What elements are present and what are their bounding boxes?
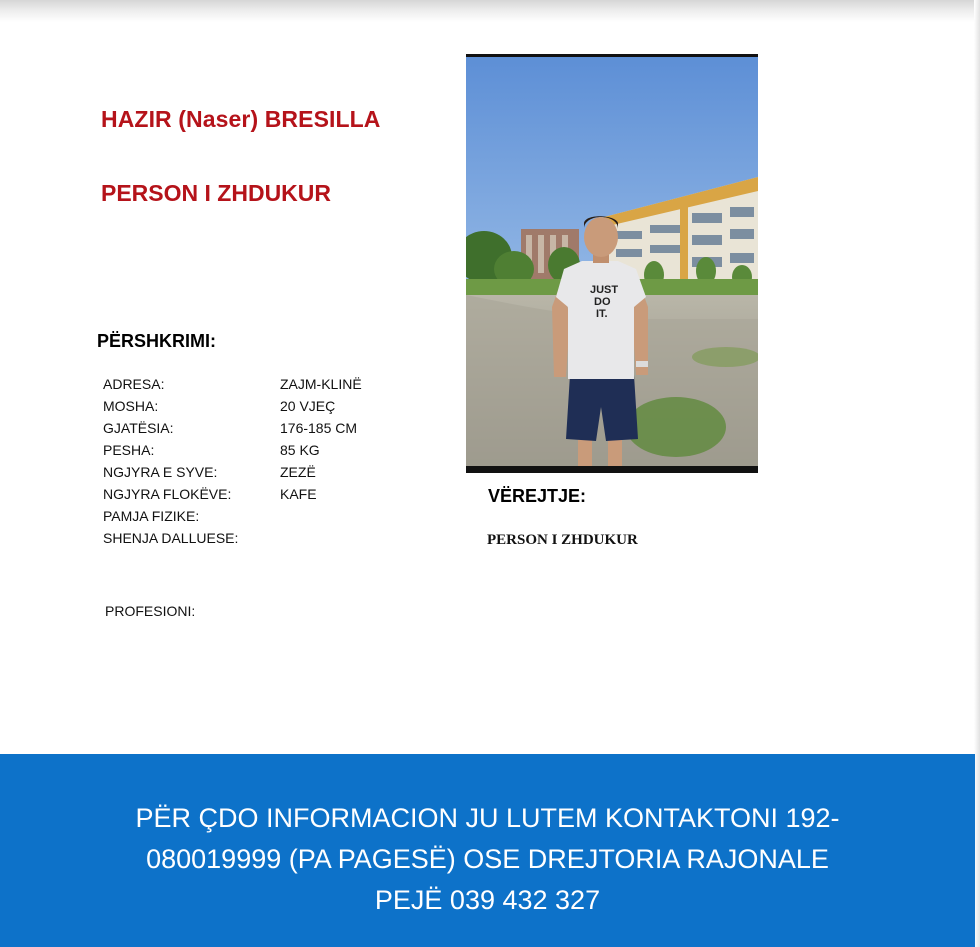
- description-label: PESHA:: [103, 442, 155, 458]
- weeds: [626, 397, 726, 457]
- description-row-hair-color: [103, 483, 362, 505]
- notes-heading: VËREJTJE:: [488, 486, 587, 506]
- description-value: ZAJM-KLINË: [280, 376, 362, 392]
- profession-label: PROFESIONI:: [105, 603, 196, 619]
- description-row-eye-color: [103, 461, 362, 483]
- description-label: MOSHA:: [103, 398, 159, 414]
- description-heading: PËRSHKRIMI:: [97, 331, 217, 351]
- shirt-print-line-3: IT.: [596, 308, 608, 320]
- contact-line-1: PËR ÇDO INFORMACION JU LUTEM KONTAKTONI 192-: [135, 803, 840, 833]
- shirt-print-line-2: DO: [594, 296, 611, 308]
- description-label: NGJYRA E SYVE:: [103, 464, 218, 480]
- description-row-appearance: [103, 505, 362, 527]
- description-value: 85 KG: [280, 442, 320, 458]
- missing-person-photo: [466, 54, 758, 473]
- description-row-distinguishing-marks: [103, 527, 362, 549]
- description-table: [103, 373, 362, 549]
- description-value: KAFE: [280, 486, 317, 502]
- description-label: GJATËSIA:: [103, 420, 174, 436]
- photo-illustration: [466, 57, 758, 466]
- description-label: SHENJA DALLUESE:: [103, 530, 239, 546]
- description-label: NGJYRA FLOKËVE:: [103, 486, 232, 502]
- description-value: 176-185 CM: [280, 420, 358, 436]
- description-row-address: [103, 373, 362, 395]
- description-value: 20 VJEÇ: [280, 398, 336, 414]
- notes-text: PERSON I ZHDUKUR: [487, 532, 638, 548]
- contact-line-2: 080019999 (PA PAGESË) OSE DREJTORIA RAJONALE: [146, 844, 829, 874]
- description-label: ADRESA:: [103, 376, 165, 392]
- description-row-height: [103, 417, 362, 439]
- contact-footer: [0, 754, 975, 947]
- page-top-shadow: [0, 0, 980, 22]
- description-row-age: [103, 395, 362, 417]
- description-row-weight: [103, 439, 362, 461]
- missing-person-status: PERSON I ZHDUKUR: [101, 180, 332, 206]
- shirt-print-line-1: JUST: [590, 284, 619, 296]
- description-label: PAMJA FIZIKE:: [103, 508, 200, 524]
- contact-line-3: PEJË 039 432 327: [374, 885, 601, 915]
- contact-info: [0, 798, 975, 921]
- description-value: ZEZË: [280, 464, 316, 480]
- missing-person-name: HAZIR (Naser) BRESILLA: [101, 106, 381, 132]
